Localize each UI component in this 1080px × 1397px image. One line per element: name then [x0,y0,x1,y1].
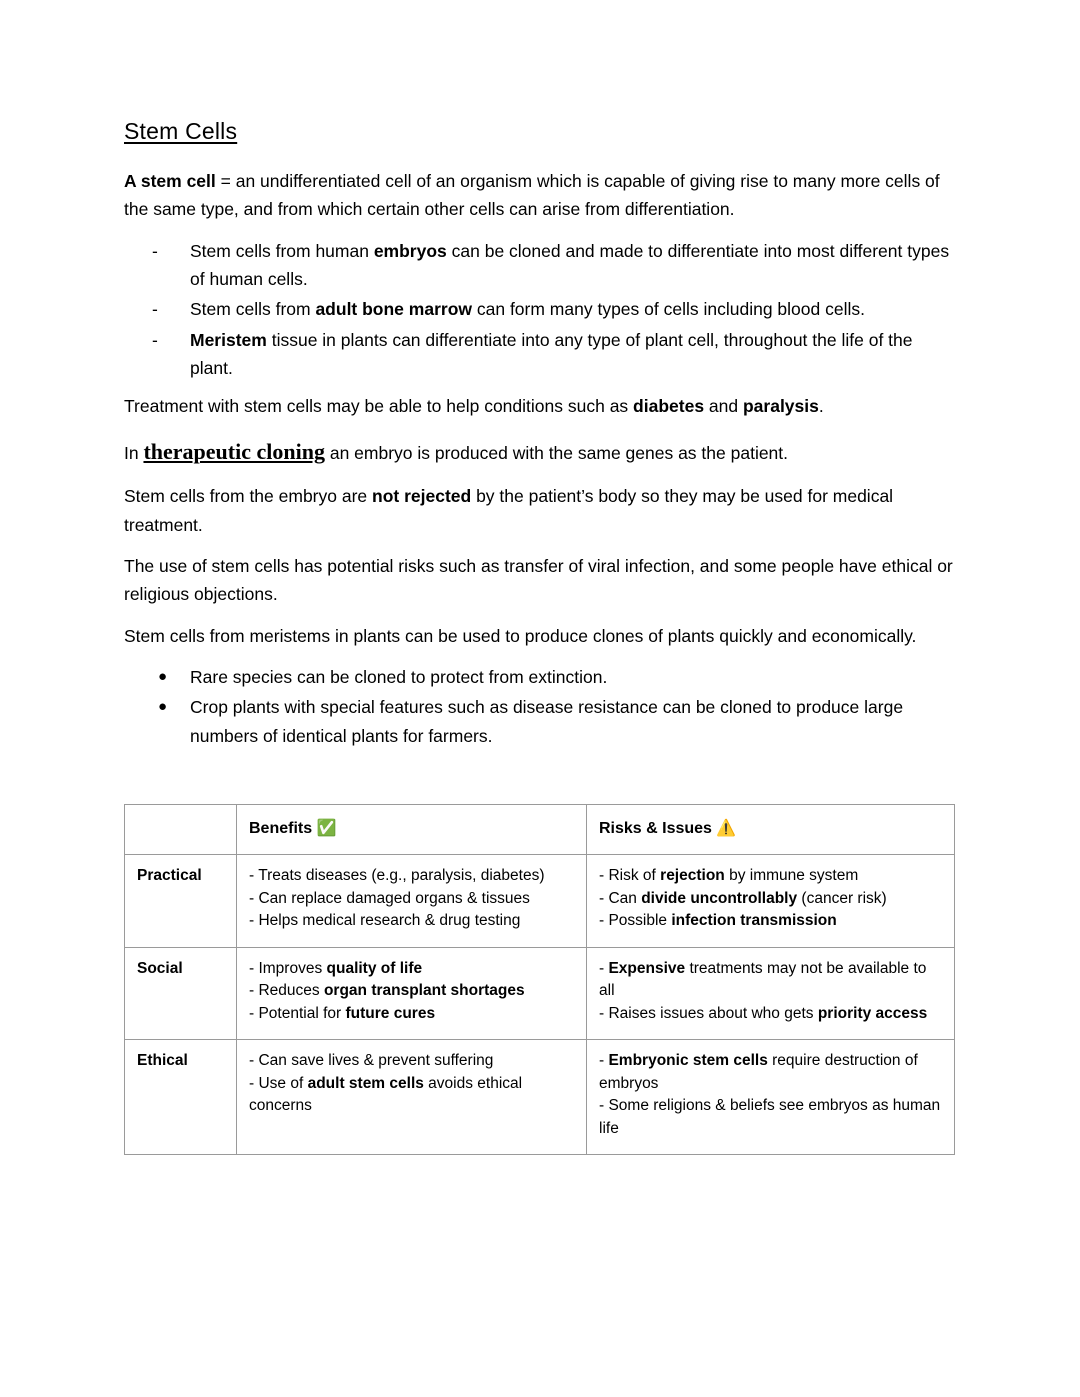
rich-text: - Potential for [249,1004,346,1022]
list-item-label: Crop plants with special features such as disease resistance can be cloned to produce large numbers of identical plants for farmers. [190,697,904,746]
table-cell-line [249,1073,574,1118]
risks-label: Risks & Issues [599,820,712,838]
rich-text-bold: Embryonic stem cells [608,1052,768,1070]
rich-text-bold: quality of life [326,959,423,977]
table-row [125,947,955,1039]
therapeutic-cloning-term: therapeutic cloning [143,438,325,464]
table-cell-line [599,910,942,932]
therapeutic-post: an embryo is produced with the same genes as the patient. [324,442,789,463]
definition-paragraph [124,167,956,224]
rich-text: by immune system [724,867,859,885]
rich-text: - Possible [599,912,672,930]
rejection-text-1: Stem cells from the embryo are [124,486,372,507]
table-body [125,855,955,1155]
table-cell-line [249,865,574,887]
table-cell-risks [587,947,955,1039]
table-cell-benefits [237,855,587,947]
table-cell-line [249,958,574,980]
treatment-bold-2: paralysis [742,396,819,417]
rich-text: - Can replace damaged organs & tissues [249,889,530,907]
rich-text: avoids ethical concerns [249,1074,523,1115]
table-row-label: Practical [125,855,237,947]
list-item [124,663,956,691]
meristem-clones-paragraph: Stem cells from meristems in plants can be used to produce clones of plants quickly and economically. [124,625,917,646]
rich-text: Stem cells from [190,299,316,320]
rich-text-bold: priority access [817,1004,928,1022]
table-row-label: Social [125,947,237,1039]
rich-text-bold: rejection [660,867,725,885]
rich-text: - Can save lives & prevent suffering [249,1052,494,1070]
rich-text-bold: adult stem cells [307,1074,424,1092]
rich-text: can form many types of cells including blood cells. [472,299,865,320]
table-cell-line [249,1050,574,1072]
table-cell-benefits [237,947,587,1039]
bullet-marker: ● [158,698,168,716]
list-item [124,237,956,294]
rich-text: - Raises issues about who gets [599,1004,818,1022]
dash-marker: - [152,240,158,261]
table-header-row [125,805,955,855]
rich-text-bold: future cures [345,1004,436,1022]
rich-text: - Helps medical research & drug testing [249,912,521,930]
table-cell-risks [587,855,955,947]
table-header-risks [587,805,955,855]
rich-text: (cancer risk) [797,889,887,907]
list-item [124,326,956,383]
rejection-bold: not rejected [372,486,472,507]
benefits-risks-table [124,804,955,1155]
warning-icon: ⚠️ [716,820,737,838]
definition-text: = an undifferentiated cell of an organism which is capable of giving rise to many more cells of the same type, and from which certain other cells can arise from differentiation. [124,171,940,220]
table-row [125,1040,955,1155]
rich-text: - Reduces [249,982,324,1000]
rich-text: - Risk of [599,867,661,885]
rich-text: - [599,1052,609,1070]
table-cell-line [599,865,942,887]
list-item [124,693,956,750]
rich-text: require destruction of embryos [599,1052,918,1092]
rich-text-bold: Expensive [608,959,686,977]
rich-text: - Use of [249,1074,308,1092]
treatment-bold-1: diabetes [633,396,705,417]
rich-text: tissue in plants can differentiate into any type of plant cell, throughout the life of the plant. [190,329,913,379]
table-cell-risks [587,1040,955,1155]
table-cell-line [599,958,942,1003]
list-item [124,295,956,323]
treatment-text-3: . [818,396,824,417]
rich-text-bold: infection transmission [671,912,837,930]
rich-text: - Treats diseases (e.g., paralysis, diabetes) [249,867,545,885]
table-row-label: Ethical [125,1040,237,1155]
treatment-text-2: and [704,396,743,417]
table-cell-line [249,1003,574,1025]
rich-text: can be cloned and made to differentiate into most different types of human cells. [190,240,950,290]
rich-text: - [599,959,609,977]
table-cell-line [249,980,574,1002]
table-header-benefits [237,805,587,855]
rich-text: - Some religions & beliefs see embryos as human life [599,1097,941,1137]
treatment-paragraph [124,392,956,420]
rich-text: Stem cells from human [190,240,374,261]
table-cell-benefits [237,1040,587,1155]
table-cell-line [249,910,574,932]
dash-marker: - [152,299,158,320]
table-cell-line [599,1050,942,1095]
rich-text: - Improves [249,959,327,977]
table-corner-cell [125,805,237,855]
therapeutic-cloning-paragraph [124,434,956,470]
benefits-label: Benefits [249,820,313,838]
table-cell-line [599,1095,942,1140]
rich-text-bold: embryos [373,240,447,261]
rich-text: treatments may not be available to all [599,959,927,1000]
rich-text-bold: Meristem [190,329,267,350]
therapeutic-pre: In [124,442,144,463]
dash-marker: - [152,329,158,350]
rich-text: - Can [599,889,642,907]
dash-list [124,237,956,383]
risks-paragraph: The use of stem cells has potential risks such as transfer of viral infection, and some people have ethical or religious objections. [124,556,953,605]
rich-text-bold: organ transplant shortages [323,982,525,1000]
check-mark-icon: ✅ [316,820,337,838]
table-cell-line [599,1003,942,1025]
table-cell-line [599,888,942,910]
table-row [125,855,955,947]
rich-text-bold: divide uncontrollably [641,889,798,907]
table-cell-line [249,888,574,910]
rich-text-bold: adult bone marrow [315,299,472,320]
treatment-text-1: Treatment with stem cells may be able to help conditions such as [124,396,634,417]
list-item-label: Rare species can be cloned to protect from extinction. [190,667,608,688]
rejection-text-2: by the patient’s body so they may be used for medical treatment. [124,486,894,535]
bullet-marker: ● [158,668,168,686]
definition-term: A stem cell [124,171,216,191]
rejection-paragraph [124,482,956,539]
bullet-list [124,663,956,750]
page-title: Stem Cells [124,118,238,144]
